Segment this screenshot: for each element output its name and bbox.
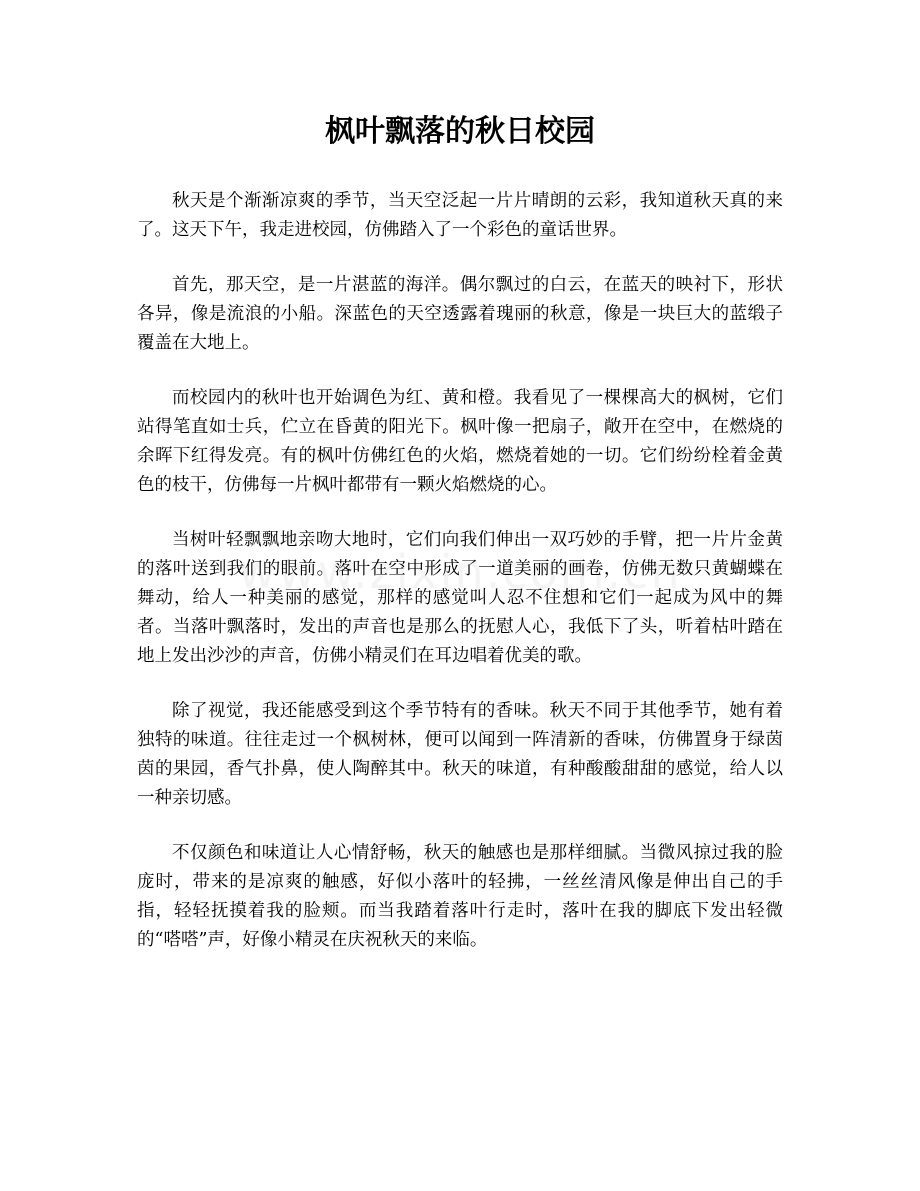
paragraph-6: 不仅颜色和味道让人心情舒畅，秋天的触感也是那样细腻。当微风掠过我的脸庞时，带来的是凉爽的触感，好似小落叶的轻拂，一丝丝清风像是伸出自己的手指，轻轻抚摸着我的脸颊。而当我踏着落叶行走时，落叶在我的脚底下发出轻微的“嗒嗒”声，好像小精灵在庆祝秋天的来临。 (137, 843, 783, 950)
page-title: 枫叶飘落的秋日校园 (325, 114, 595, 149)
paragraph-4: 当树叶轻飘飘地亲吻大地时，它们向我们伸出一双巧妙的手臂，把一片片金黄的落叶送到我们的眼前。落叶在空中形成了一道美丽的画卷，仿佛无数只黄蝴蝶在舞动，给人一种美丽的感觉，那样的感觉叫人忍不住想和它们一起成为风中的舞者。当落叶飘落时，发出的声音也是那么的抚慰人心，我低下了头，听着枯叶踏在地上发出沙沙的声音，仿佛小精灵们在耳边唱着优美的歌。 (137, 530, 783, 666)
paragraph-2: 首先，那天空，是一片湛蓝的海洋。偶尔飘过的白云，在蓝天的映衬下，形状各异，像是流浪的小船。深蓝色的天空透露着瑰丽的秋意，像是一块巨大的蓝缎子覆盖在大地上。 (137, 275, 783, 353)
paragraph-5: 除了视觉，我还能感受到这个季节特有的香味。秋天不同于其他季节，她有着独特的味道。往往走过一个枫树林，便可以闻到一阵清新的香味，仿佛置身于绿茵茵的果园，香气扑鼻，使人陶醉其中。秋天的味道，有种酸酸甜甜的感觉，给人以一种亲切感。 (137, 701, 783, 808)
paragraph-3: 而校园内的秋叶也开始调色为红、黄和橙。我看见了一棵棵高大的枫树，它们站得笔直如士兵，伫立在昏黄的阳光下。枫叶像一把扇子，敞开在空中，在燃烧的余晖下红得发亮。有的枫叶仿佛红色的火焰，燃烧着她的一切。它们纷纷栓着金黄色的枝干，仿佛每一片枫叶都带有一颗火焰燃烧的心。 (137, 388, 783, 495)
paragraph-1: 秋天是个渐渐凉爽的季节，当天空泛起一片片晴朗的云彩，我知道秋天真的来了。这天下午，我走进校园，仿佛踏入了一个彩色的童话世界。 (137, 191, 783, 240)
document-body (137, 187, 783, 955)
